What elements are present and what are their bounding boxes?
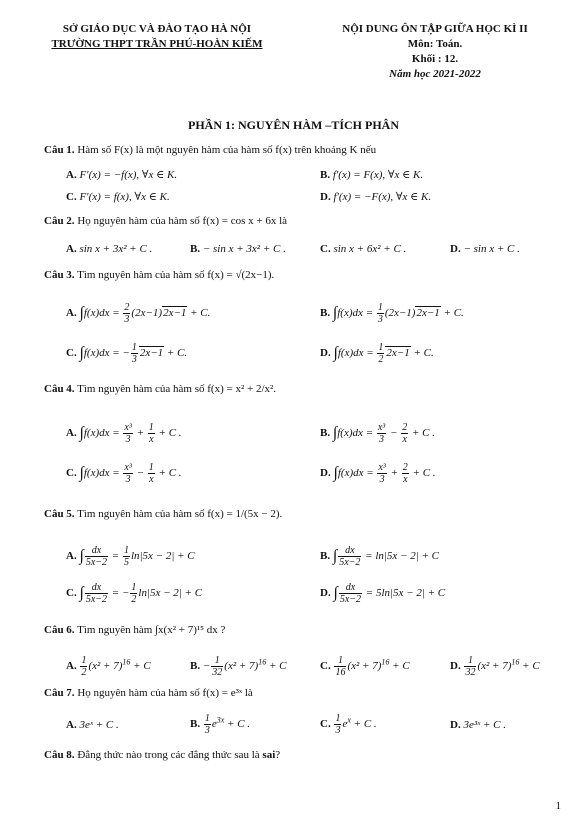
q7-option-c: C. $\frac{1}{3}$ $e^x + C$ . [320, 713, 377, 736]
question-2: Câu 2. Họ nguyên hàm của hàm số f(x) = cos x + 6x là [44, 215, 288, 227]
q3-option-d: D. ∫f(x)dx = $\frac{1}{2}$ 2x−1 + C. [320, 342, 434, 365]
q6-option-c: C. $\frac{1}{16}$ $(x^2 + 7)^{16} + C$ [320, 655, 410, 678]
question-8: Câu 8. Đẳng thức nào trong các đẳng thức sau là sai? [44, 749, 281, 761]
q2-option-b: B. − sin x + 3x² + C . [190, 243, 286, 255]
question-3: Câu 3. Tìm nguyên hàm của hàm số f(x) = √(2x−1). [44, 269, 275, 281]
department-name: SỞ GIÁO DỤC VÀ ĐÀO TẠO HÀ NỘI [62, 23, 252, 35]
grade: Khối : 12. [411, 53, 459, 65]
q7-option-b: B. $\frac{1}{3}$ $e^{3x} + C$ . [190, 713, 251, 736]
page-number: 1 [555, 800, 561, 812]
q3-option-c: C. ∫f(x)dx = − $\frac{1}{3}$ 2x−1 + C. [66, 342, 188, 365]
question-5: Câu 5. Tìm nguyên hàm của hàm số f(x) = 1/(5x − 2). [44, 508, 283, 520]
q1-option-a: A. F′(x) = −f(x), ∀x ∈ K. [66, 169, 178, 181]
q4-option-c: C. ∫f(x)dx = $\frac{\text{x³}}{3}$ − $\frac{1}{x}$ + C . [66, 462, 182, 485]
q7-option-a: A. 3eˣ + C . [66, 719, 119, 731]
school-year: Năm học 2021-2022 [389, 68, 481, 80]
q2-option-a: A. sin x + 3x² + C . [66, 243, 153, 255]
question-label: Câu 1. [44, 144, 75, 156]
school-name: TRƯỜNG THPT TRẦN PHÚ-HOÀN KIẾM [51, 38, 263, 50]
q1-option-c: C. F′(x) = f(x), ∀x ∈ K. [66, 191, 170, 203]
q6-option-a: A. $\frac{1}{2}$ $(x^2 + 7)^{16} + C$ [66, 655, 151, 678]
q4-option-a: A. ∫f(x)dx = $\frac{\text{x³}}{3}$ + $\frac{1}{x}$ + C . [66, 422, 182, 445]
header-right [300, 22, 570, 82]
q5-option-c: C. ∫ $\frac{dx}{5x-2}$ = − $\frac{1}{2}$ ln|5x − 2| + C [66, 582, 203, 605]
q7-option-d: D. 3e³ˣ + C . [450, 719, 506, 731]
question-1 [44, 143, 376, 157]
q3-option-b: B. ∫f(x)dx = $\frac{1}{3}$ (2x−1)2x−1 + C. [320, 302, 464, 325]
header-left [22, 22, 292, 52]
question-7: Câu 7. Họ nguyên hàm của hàm số f(x) = e³ˣ là [44, 687, 253, 699]
q4-option-b: B. ∫f(x)dx = $\frac{\text{x³}}{3}$ − $\frac{2}{x}$ + C . [320, 422, 435, 445]
question-6: Câu 6. Tìm nguyên hàm ∫x(x² + 7)¹⁵ dx ? [44, 624, 226, 636]
question-4: Câu 4. Tìm nguyên hàm của hàm số f(x) = x² + 2/x². [44, 383, 277, 395]
q2-option-d: D. − sin x + C . [450, 243, 520, 255]
q5-option-a: A. ∫ $\frac{dx}{5x-2}$ = $\frac{1}{5}$ ln|5x − 2| + C [66, 545, 195, 568]
subject: Môn: Toán. [407, 38, 463, 50]
part-title: PHẦN 1: NGUYÊN HÀM –TÍCH PHÂN [188, 118, 399, 132]
q1-option-d: D. f′(x) = −F(x), ∀x ∈ K. [320, 191, 432, 203]
q5-option-d: D. ∫ $\frac{dx}{5x-2}$ = 5ln|5x − 2| + C [320, 582, 446, 605]
q4-option-d: D. ∫f(x)dx = $\frac{\text{x³}}{3}$ + $\frac{2}{x}$ + C . [320, 462, 436, 485]
question-text: Hàm số F(x) là một nguyên hàm của hàm số f(x) trên khoảng K nếu [77, 144, 377, 156]
q2-option-c: C. sin x + 6x² + C . [320, 243, 407, 255]
q6-option-b: B. − $\frac{1}{32}$ $(x^2 + 7)^{16} + C$ [190, 655, 287, 678]
q5-option-b: B. ∫ $\frac{dx}{5x-2}$ = ln|5x − 2| + C [320, 545, 440, 568]
q6-option-d: D. $\frac{1}{32}$ $(x^2 + 7)^{16} + C$ [450, 655, 540, 678]
q3-option-a: A. ∫f(x)dx = $\frac{2}{3}$ (2x−1)2x−1 + C. [66, 302, 211, 325]
q1-option-b: B. f′(x) = F(x), ∀x ∈ K. [320, 169, 424, 181]
exam-title: NỘI DUNG ÔN TẬP GIỮA HỌC KÌ II [342, 23, 528, 35]
